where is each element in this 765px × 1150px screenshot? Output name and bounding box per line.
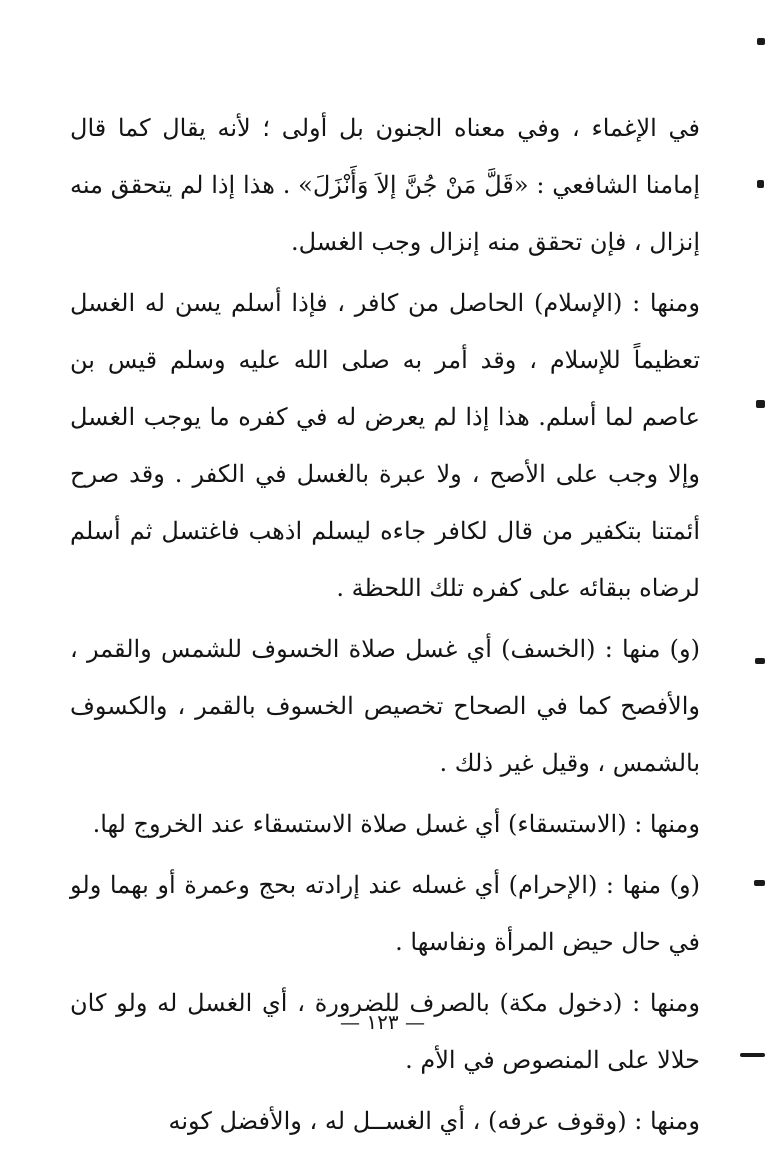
page-number: — ١٢٣ — [340, 1010, 425, 1034]
paragraph-islam: ومنها : (الإسلام) الحاصل من كافر ، فإذا أسلم يسن له الغسل تعظيماً للإسلام ، وقد أمر به صلى الله عليه وسلم قيس بن عاصم لما أسلم. هذا إذا لم يعرض له في كفره ما يوجب الغسل وإلا وجب على الأصح ، ولا عبرة بالغسل في الكفر . وقد صرح أئمتنا بتكفير من قال لكافر جاءه ليسلم اذهب فاغتسل ثم أسلم لرضاه ببقائه على كفره تلك اللحظة . [70, 289, 700, 602]
scan-mark [740, 1053, 765, 1057]
scan-mark [757, 180, 764, 188]
paragraph-khusuf: (و) منها : (الخسف) أي غسل صلاة الخسوف للشمس والقمر ، والأفصح كما في الصحاح تخصيص الخسوف بالقمر ، والكسوف بالشمس ، وقيل غير ذلك . [70, 635, 700, 777]
paragraph-makkah: ومنها : (دخول مكة) بالصرف للضرورة ، أي الغسل له ولو كان حلالا على المنصوص في الأم . [70, 989, 700, 1074]
body-text [70, 100, 700, 1150]
paragraph-ihram: (و) منها : (الإحرام) أي غسله عند إرادته بحج وعمرة أو بهما ولو في حال حيض المرأة ونفاسها . [70, 871, 700, 956]
paragraph-istisqa: ومنها : (الاستسقاء) أي غسل صلاة الاستسقاء عند الخروج لها. [92, 810, 700, 838]
paragraph-junun: في الإغماء ، وفي معناه الجنون بل أولى ؛ لأنه يقال كما قال إمامنا الشافعي : «قَلَّ مَنْ جُنَّ إلاَ وَأَنْزَلَ» . هذا إذا لم يتحقق منه إنزال ، فإن تحقق منه إنزال وجب الغسل. [70, 114, 700, 256]
paragraph-arafah: ومنها : (وقوف عرفه) ، أي الغســل له ، والأفضل كونه [168, 1107, 700, 1135]
scan-mark [754, 880, 765, 886]
scan-mark [757, 38, 765, 45]
scan-mark [755, 658, 765, 664]
scan-mark [756, 400, 765, 408]
